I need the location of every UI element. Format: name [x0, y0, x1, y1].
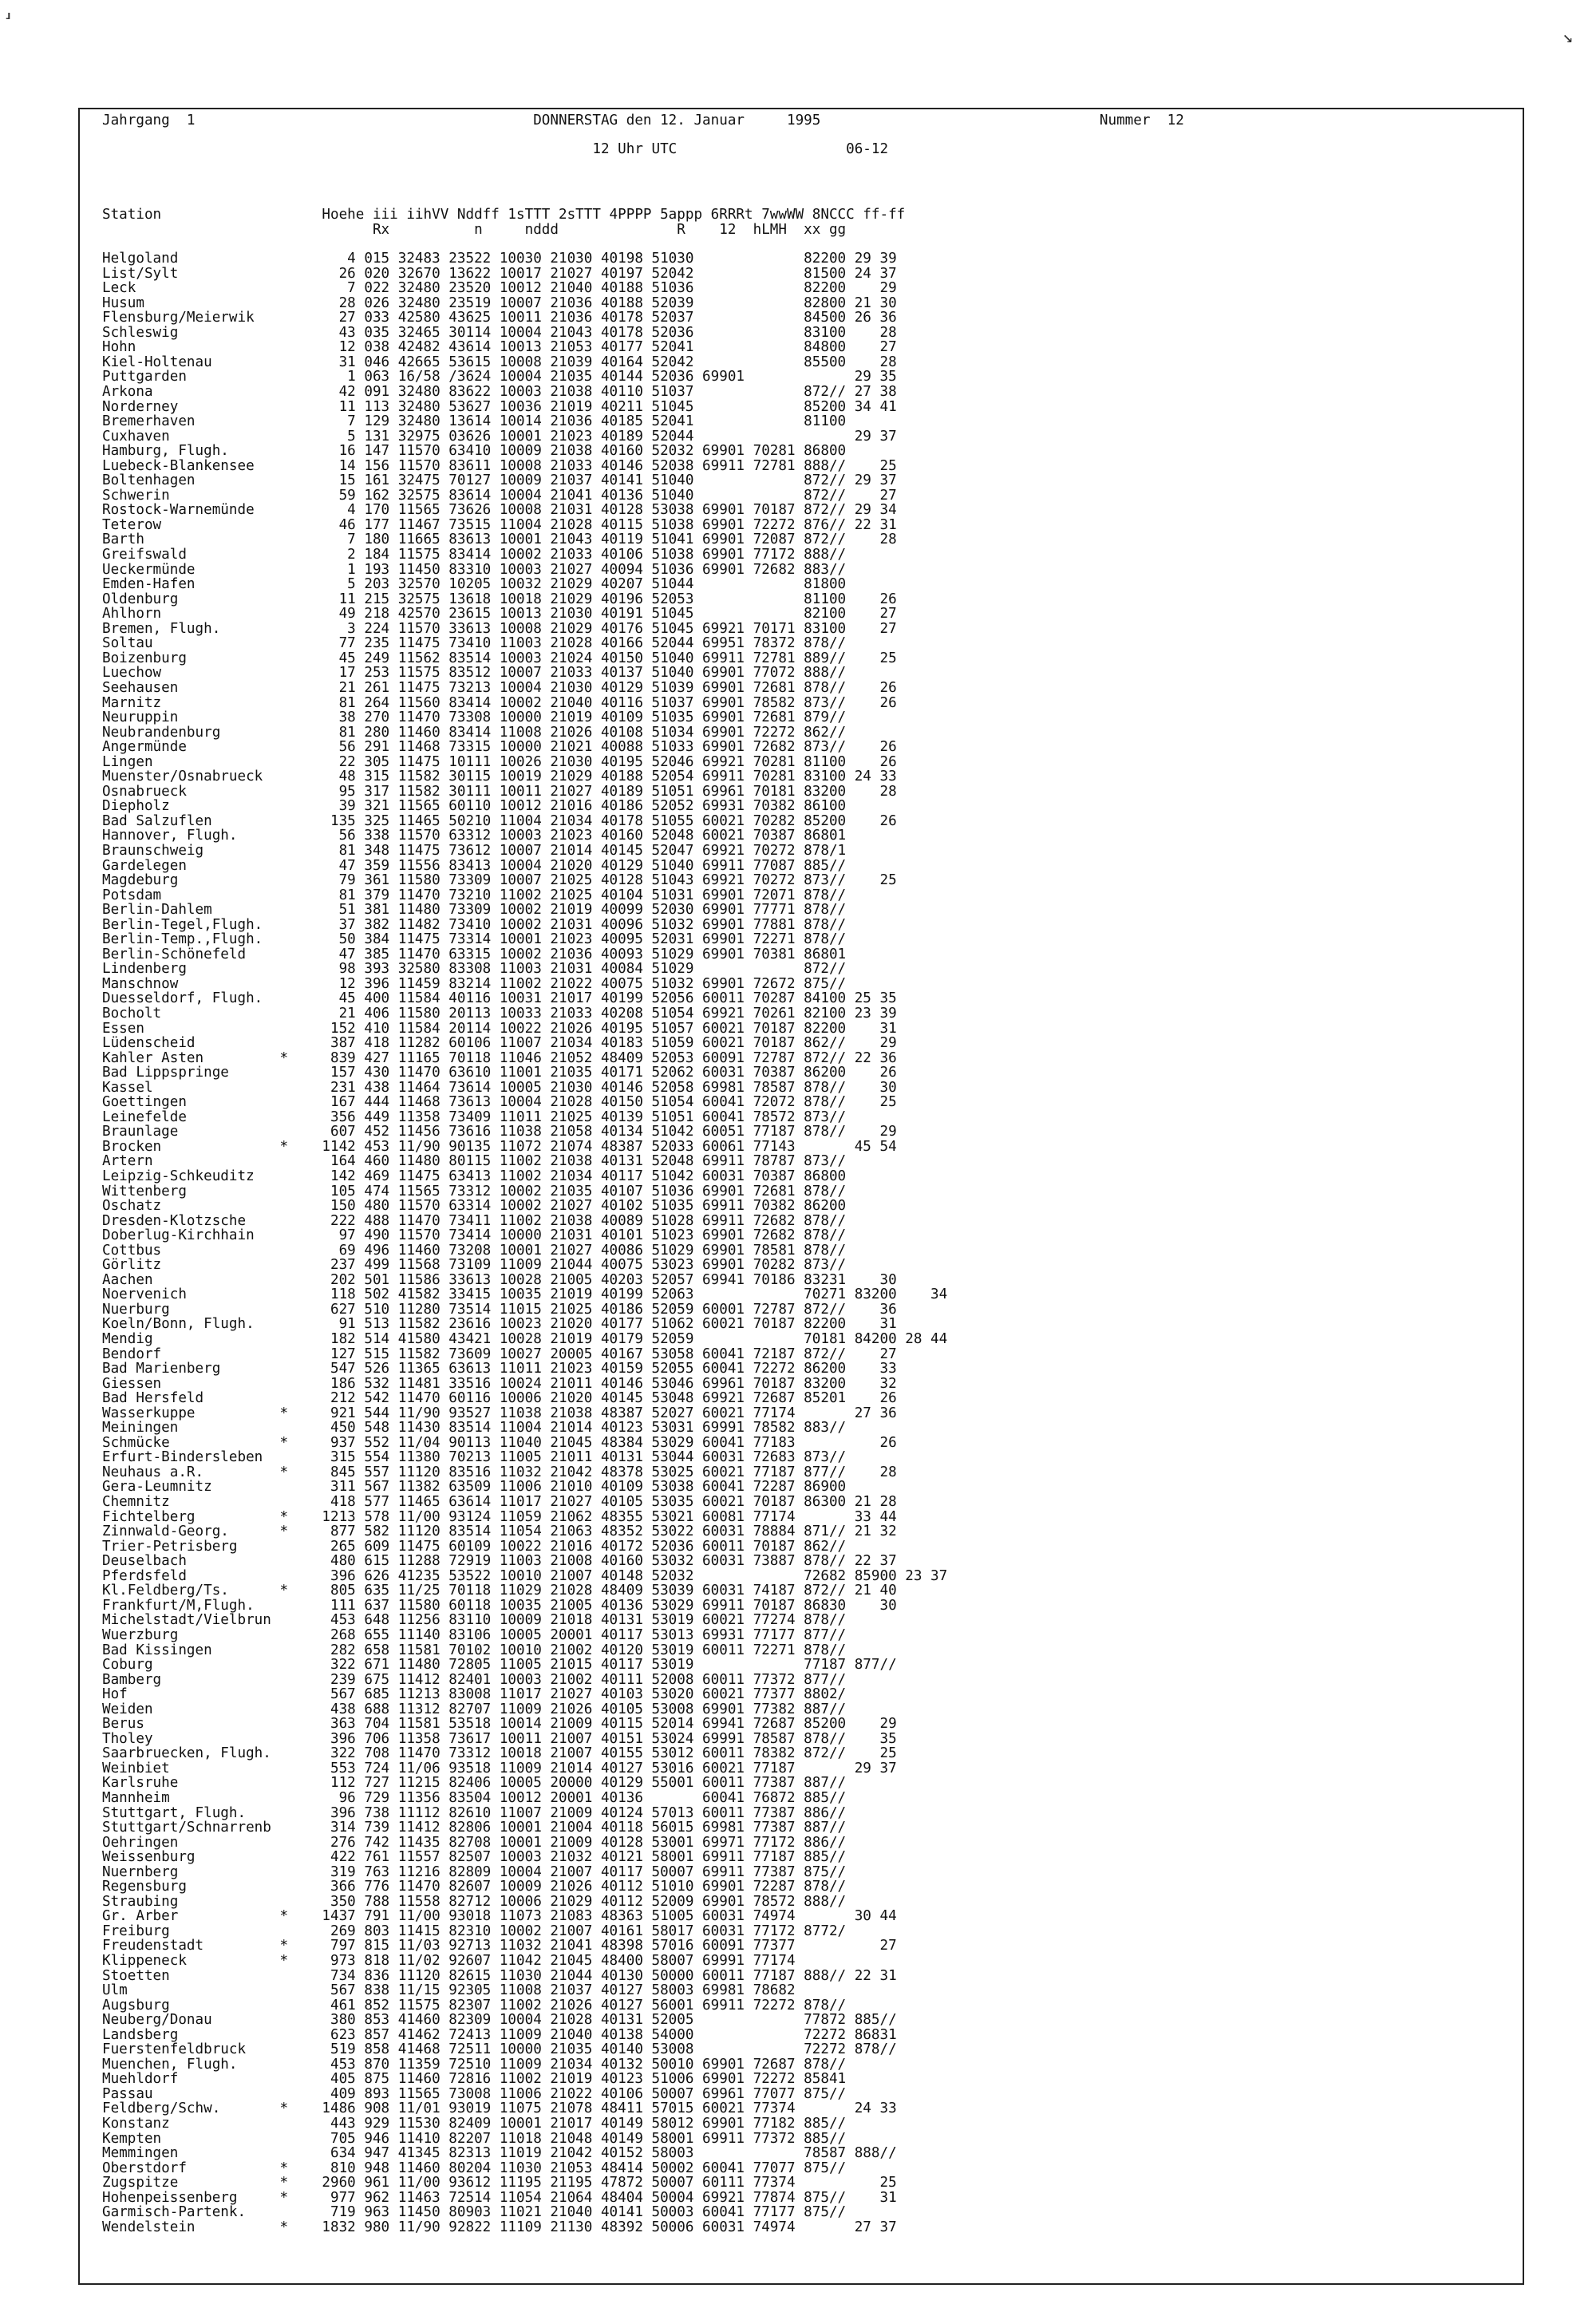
station-row: Feldberg/Schw. * 1486 908 11/01 93019 11075 21078 48411 57015 60021 77374 24 33	[102, 2100, 897, 2117]
station-row: Bendorf 127 515 11582 73609 10027 20005 40167 53058 60041 72187 872// 27	[102, 1346, 897, 1362]
station-row: Diepholz 39 321 11565 60110 10012 21016 40186 52052 69931 70382 86100	[102, 798, 847, 815]
scan-margin-mark: ⸥	[3, 2, 14, 22]
station-row: Nuernberg 319 763 11216 82809 10004 21007 40117 50007 69911 77387 875//	[102, 1863, 847, 1880]
station-row: Landsberg 623 857 41462 72413 11009 21040 40138 54000 72272 86831	[102, 2026, 897, 2043]
station-row: Lüdenscheid 387 418 11282 60106 11007 21034 40183 51059 60021 70187 862// 29	[102, 1035, 897, 1052]
station-row: Wasserkuppe * 921 544 11/90 93527 11038 21038 48387 52027 60021 77174 27 36	[102, 1405, 897, 1421]
station-row: Schwerin 59 162 32575 83614 10004 21041 40136 51040 872// 27	[102, 487, 897, 504]
station-row: Neubrandenburg 81 280 11460 83414 11008 21026 40108 51034 69901 72272 862//	[102, 724, 847, 741]
station-row: Oschatz 150 480 11570 63314 10002 21027 40102 51035 69911 70382 86200	[102, 1198, 847, 1215]
station-row: Greifswald 2 184 11575 83414 10002 21033 40106 51038 69901 77172 888//	[102, 547, 847, 563]
station-row: Helgoland 4 015 32483 23522 10030 21030 40198 51030 82200 29 39	[102, 251, 897, 267]
station-row: Berlin-Tegel,Flugh. 37 382 11482 73410 10002 21031 40096 51032 69901 77881 878//	[102, 916, 847, 933]
column-header-line-1: Station Hoehe iii iihVV Nddff 1sTTT 2sTTT 4PPPP 5appp 6RRRt 7wwWW 8NCCC ff-ff	[102, 207, 906, 223]
observation-time-header: 12 Uhr UTC 06-12	[102, 141, 889, 157]
station-row: Görlitz 237 499 11568 73109 11009 21044 40075 53023 69901 70282 873//	[102, 1257, 847, 1274]
station-row: Osnabrueck 95 317 11582 30111 10011 21027 40189 51051 69961 70181 83200 28	[102, 783, 897, 800]
station-row: Arkona 42 091 32480 83622 10003 21038 40110 51037 872// 27 38	[102, 384, 897, 401]
station-row: Bad Kissingen 282 658 11581 70102 10010 21002 40120 53019 60011 72271 878//	[102, 1642, 847, 1658]
station-table	[102, 251, 1515, 2235]
station-row: Straubing 350 788 11558 82712 10006 21029 40112 52009 69901 78572 888//	[102, 1893, 847, 1910]
station-row: Weinbiet 553 724 11/06 93518 11009 21014 40127 53016 60021 77187 29 37	[102, 1760, 897, 1776]
station-row: Bad Marienberg 547 526 11365 63613 11011 21023 40159 52055 60041 72272 86200 33	[102, 1361, 897, 1377]
station-row: Cuxhaven 5 131 32975 03626 10001 21023 40189 52044 29 37	[102, 428, 897, 445]
station-row: Duesseldorf, Flugh. 45 400 11584 40116 10031 21017 40199 52056 60011 70287 84100 25 35	[102, 990, 897, 1007]
station-row: Berus 363 704 11581 53518 10014 21009 40115 52014 69941 72687 85200 29	[102, 1716, 897, 1733]
station-row: Puttgarden 1 063 16/58 /3624 10004 21035 40144 52036 69901 29 35	[102, 369, 897, 385]
station-row: Stuttgart/Schnarrenb 314 739 11412 82806 10001 21004 40118 56015 69981 77387 887//	[102, 1820, 847, 1836]
station-row: Konstanz 443 929 11530 82409 10001 21017 40149 58012 69901 77182 885//	[102, 2116, 847, 2132]
station-row: Bad Salzuflen 135 325 11465 50210 11004 21034 40178 51055 60021 70282 85200 26	[102, 812, 897, 829]
column-header-line-2: Rx n nddd R 12 hLMH xx gg	[102, 221, 847, 238]
station-row: Weiden 438 688 11312 82707 11009 21026 40105 53008 69901 77382 887//	[102, 1701, 847, 1717]
station-row: Klippeneck * 973 818 11/02 92607 11042 21045 48400 58007 69991 77174	[102, 1952, 796, 1969]
station-row: Gr. Arber * 1437 791 11/00 93018 11073 21083 48363 51005 60031 74974 30 44	[102, 1908, 897, 1925]
station-row: Gardelegen 47 359 11556 83413 10004 21020 40129 51040 69911 77087 885//	[102, 857, 847, 874]
station-row: Muenster/Osnabrueck 48 315 11582 30115 10019 21029 40188 52054 69911 70281 83100 24 33	[102, 769, 897, 785]
station-row: Deuselbach 480 615 11288 72919 11003 21008 40160 53032 60031 73887 878// 22 37	[102, 1553, 897, 1570]
bulletin-page	[102, 112, 1515, 2235]
station-row: Hamburg, Flugh. 16 147 11570 63410 10009 21038 40160 52032 69901 70281 86800	[102, 443, 847, 460]
spacer	[102, 237, 1515, 251]
station-row: Noervenich 118 502 41582 33415 10035 21019 40199 52063 70271 83200 34	[102, 1286, 948, 1303]
station-row: Chemnitz 418 577 11465 63614 11017 21027 40105 53035 60021 70187 86300 21 28	[102, 1494, 897, 1511]
station-row: Oehringen 276 742 11435 82708 10001 21009 40128 53001 69971 77172 886//	[102, 1834, 847, 1851]
station-row: Weissenburg 422 761 11557 82507 10003 21032 40121 58001 69911 77187 885//	[102, 1849, 847, 1866]
station-row: Neuhaus a.R. * 845 557 11120 83516 11032 21042 48378 53025 60021 77187 877// 28	[102, 1464, 897, 1480]
station-row: Gera-Leumnitz 311 567 11382 63509 11006 21010 40109 53038 60041 72287 86900	[102, 1479, 847, 1496]
station-row: Berlin-Schönefeld 47 385 11470 63315 10002 21036 40093 51029 69901 70381 86801	[102, 946, 847, 962]
station-row: Boizenburg 45 249 11562 83514 10003 21024 40150 51040 69911 72781 889// 25	[102, 650, 897, 666]
station-row: Koeln/Bonn, Flugh. 91 513 11582 23616 10023 21020 40177 51062 60021 70187 82200 31	[102, 1316, 897, 1333]
station-row: Angermünde 56 291 11468 73315 10000 21021 40088 51033 69901 72682 873// 26	[102, 739, 897, 756]
station-row: Leinefelde 356 449 11358 73409 11011 21025 40139 51051 60041 78572 873//	[102, 1109, 847, 1125]
station-row: Garmisch-Partenk. 719 963 11450 80903 11021 21040 40141 50003 60041 77177 875//	[102, 2204, 847, 2221]
station-row: Barth 7 180 11665 83613 10001 21043 40119 51041 69901 72087 872// 28	[102, 532, 897, 548]
station-row: Cottbus 69 496 11460 73208 10001 21027 40086 51029 69901 78581 878//	[102, 1242, 847, 1259]
station-row: Bad Lippspringe 157 430 11470 63610 11001 21035 40171 52062 60031 70387 86200 26	[102, 1065, 897, 1081]
station-row: Fichtelberg * 1213 578 11/00 93124 11059 21062 48355 53021 60081 77174 33 44	[102, 1508, 897, 1525]
station-row: Goettingen 167 444 11468 73613 10004 21028 40150 51054 60041 72072 878// 25	[102, 1094, 897, 1111]
station-row: Braunschweig 81 348 11475 73612 10007 21014 40145 52047 69921 70272 878/1	[102, 842, 847, 859]
station-row: Ahlhorn 49 218 42570 23615 10013 21030 40191 51045 82100 27	[102, 606, 897, 622]
station-row: Nuerburg 627 510 11280 73514 11015 21025 40186 52059 60001 72787 872// 36	[102, 1301, 897, 1318]
station-row: Stuttgart, Flugh. 396 738 11112 82610 11007 21009 40124 57013 60011 77387 886//	[102, 1804, 847, 1821]
station-row: Freudenstadt * 797 815 11/03 92713 11032 21041 48398 57016 60091 77377 27	[102, 1938, 897, 1954]
station-row: Flensburg/Meierwik 27 033 42580 43625 10011 21036 40178 52037 84500 26 36	[102, 310, 897, 326]
station-row: Berlin-Dahlem 51 381 11480 73309 10002 21019 40099 52030 69901 77771 878//	[102, 902, 847, 919]
station-row: Mendig 182 514 41580 43421 10028 21019 40179 52059 70181 84200 28 44	[102, 1331, 948, 1348]
station-row: Passau 409 893 11565 73008 11006 21022 40106 50007 69961 77077 875//	[102, 2085, 847, 2102]
station-row: Brocken * 1142 453 11/90 90135 11072 21074 48387 52033 60061 77143 45 54	[102, 1138, 897, 1155]
station-row: Lindenberg 98 393 32580 83308 11003 21031 40084 51029 872//	[102, 961, 847, 978]
station-row: Zugspitze * 2960 961 11/00 93612 11195 21195 47872 50007 60111 77374 25	[102, 2175, 897, 2191]
station-row: Freiburg 269 803 11415 82310 10002 21007 40161 58017 60031 77172 8772/	[102, 1923, 847, 1939]
station-row: Husum 28 026 32480 23519 10007 21036 40188 52039 82800 21 30	[102, 294, 897, 311]
station-row: Neuruppin 38 270 11470 73308 10000 21019 40109 51035 69901 72681 879//	[102, 709, 847, 726]
station-row: Schmücke * 937 552 11/04 90113 11040 21045 48384 53029 60041 77183 26	[102, 1434, 897, 1451]
bulletin-header: Jahrgang 1 DONNERSTAG den 12. Januar 1995 Nummer 12	[102, 113, 1184, 128]
station-row: Bocholt 21 406 11580 20113 10033 21033 40208 51054 69921 70261 82100 23 39	[102, 1005, 897, 1022]
station-row: Giessen 186 532 11481 33516 10024 21011 40146 53046 69961 70187 83200 32	[102, 1375, 897, 1392]
station-row: Dresden-Klotzsche 222 488 11470 73411 11002 21038 40089 51028 69911 72682 878//	[102, 1212, 847, 1229]
station-row: Meiningen 450 548 11430 83514 11004 21014 40123 53031 69991 78582 883//	[102, 1420, 847, 1437]
station-row: Tholey 396 706 11358 73617 10011 21007 40151 53024 69991 78587 878// 35	[102, 1730, 897, 1747]
station-row: Erfurt-Bindersleben 315 554 11380 70213 11005 21011 40131 53044 60031 72683 873//	[102, 1449, 847, 1466]
station-row: Boltenhagen 15 161 32475 70127 10009 21037 40141 51040 872// 29 37	[102, 472, 897, 489]
station-row: Emden-Hafen 5 203 32570 10205 10032 21029 40207 51044 81800	[102, 576, 847, 593]
station-row: Muehldorf 405 875 11460 72816 11002 21019 40123 51006 69901 72272 85841	[102, 2071, 847, 2088]
station-row: Michelstadt/Vielbrun 453 648 11256 83110 10009 21018 40131 53019 60021 77274 878//	[102, 1612, 847, 1629]
station-row: Schleswig 43 035 32465 30114 10004 21043 40178 52036 83100 28	[102, 324, 897, 341]
station-row: Luebeck-Blankensee 14 156 11570 83611 10008 21033 40146 52038 69911 72781 888// 25	[102, 457, 897, 474]
station-row: Braunlage 607 452 11456 73616 11038 21058 40134 51042 60051 77187 878// 29	[102, 1124, 897, 1140]
station-row: Oldenburg 11 215 32575 13618 10018 21029 40196 52053 81100 26	[102, 591, 897, 607]
station-row: Pferdsfeld 396 626 41235 53522 10010 21007 40148 52032 72682 85900 23 37	[102, 1567, 948, 1584]
station-row: Kassel 231 438 11464 73614 10005 21030 40146 52058 69981 78587 878// 30	[102, 1079, 897, 1096]
station-row: Zinnwald-Georg. * 877 582 11120 83514 11054 21063 48352 53022 60031 78884 871// 21 32	[102, 1523, 897, 1540]
station-row: Leck 7 022 32480 23520 10012 21040 40188 51036 82200 29	[102, 280, 897, 297]
station-row: Essen 152 410 11584 20114 10022 21026 40195 51057 60021 70187 82200 31	[102, 1020, 897, 1037]
station-row: Rostock-Warnemünde 4 170 11565 73626 10008 21031 40128 53038 69901 70187 872// 29 34	[102, 502, 897, 519]
scan-corner-mark: ↘	[1562, 27, 1574, 47]
station-row: Hohenpeissenberg * 977 962 11463 72514 11054 21064 48404 50004 69921 77874 875// 31	[102, 2189, 897, 2206]
station-row: Neuberg/Donau 380 853 41460 82309 10004 21028 40131 52005 77872 885//	[102, 2012, 897, 2029]
station-row: Seehausen 21 261 11475 73213 10004 21030 40129 51039 69901 72681 878// 26	[102, 679, 897, 696]
station-row: Coburg 322 671 11480 72805 11005 21015 40117 53019 77187 877//	[102, 1657, 897, 1674]
station-row: Magdeburg 79 361 11580 73309 10007 21025 40128 51043 69921 70272 873// 25	[102, 872, 897, 889]
station-row: Bremen, Flugh. 3 224 11570 33613 10008 21029 40176 51045 69921 70171 83100 27	[102, 620, 897, 637]
station-row: Artern 164 460 11480 80115 11002 21038 40131 52048 69911 78787 873//	[102, 1153, 847, 1170]
station-row: Norderney 11 113 32480 53627 10036 21019 40211 51045 85200 34 41	[102, 398, 897, 415]
station-row: Hohn 12 038 42482 43614 10013 21053 40177 52041 84800 27	[102, 339, 897, 356]
station-row: Memmingen 634 947 41345 82313 11019 21042 40152 58003 78587 888//	[102, 2145, 897, 2162]
station-row: Trier-Petrisberg 265 609 11475 60109 10022 21016 40172 52036 60011 70187 862//	[102, 1538, 847, 1555]
station-row: Aachen 202 501 11586 33613 10028 21005 40203 52057 69941 70186 83231 30	[102, 1271, 897, 1288]
station-row: Stoetten 734 836 11120 82615 11030 21044 40130 50000 60011 77187 888// 22 31	[102, 1967, 897, 1984]
station-row: Kempten 705 946 11410 82207 11018 21048 40149 58001 69911 77372 885//	[102, 2130, 847, 2147]
station-row: Karlsruhe 112 727 11215 82406 10005 20000 40129 55001 60011 77387 887//	[102, 1775, 847, 1792]
station-row: Frankfurt/M,Flugh. 111 637 11580 60118 10035 21005 40136 53029 69911 70187 86830 30	[102, 1597, 897, 1614]
station-row: Marnitz 81 264 11560 83414 10002 21040 40116 51037 69901 78582 873// 26	[102, 694, 897, 711]
station-row: Teterow 46 177 11467 73515 11004 21028 40115 51038 69901 72272 876// 22 31	[102, 516, 897, 533]
station-row: Doberlug-Kirchhain 97 490 11570 73414 10000 21031 40101 51023 69901 72682 878//	[102, 1227, 847, 1244]
station-row: Bamberg 239 675 11412 82401 10003 21002 40111 52008 60011 77372 877//	[102, 1671, 847, 1688]
station-row: Hannover, Flugh. 56 338 11570 63312 10003 21023 40160 52048 60021 70387 86801	[102, 828, 847, 844]
station-row: Wendelstein * 1832 980 11/90 92822 11109 21130 48392 50006 60031 74974 27 37	[102, 2219, 897, 2235]
station-row: Bad Hersfeld 212 542 11470 60116 10006 21020 40145 53048 69921 72687 85201 26	[102, 1390, 897, 1407]
station-row: Berlin-Temp.,Flugh. 50 384 11475 73314 10001 21023 40095 52031 69901 72271 878//	[102, 931, 847, 948]
station-row: Ulm 567 838 11/15 92305 11008 21037 40127 58003 69981 78682	[102, 1982, 796, 1999]
station-row: Wuerzburg 268 655 11140 83106 10005 20001 40117 53013 69931 77177 877//	[102, 1626, 847, 1643]
station-row: Kahler Asten * 839 427 11165 70118 11046 21052 48409 52053 60091 72787 872// 22 36	[102, 1049, 897, 1066]
station-row: Fuerstenfeldbruck 519 858 41468 72511 10000 21035 40140 53008 72272 878//	[102, 2041, 897, 2058]
station-row: Luechow 17 253 11575 83512 10007 21033 40137 51040 69901 77072 888//	[102, 665, 847, 682]
station-row: Soltau 77 235 11475 73410 11003 21028 40166 52044 69951 78372 878//	[102, 635, 847, 652]
station-row: Augsburg 461 852 11575 82307 11002 21026 40127 56001 69911 72272 878//	[102, 1997, 847, 2013]
station-row: Potsdam 81 379 11470 73210 11002 21025 40104 51031 69901 72071 878//	[102, 887, 847, 903]
station-row: Kl.Feldberg/Ts. * 805 635 11/25 70118 11029 21028 48409 53039 60031 74187 872// 21 40	[102, 1583, 897, 1599]
station-row: Regensburg 366 776 11470 82607 10009 21026 40112 51010 69901 72287 878//	[102, 1879, 847, 1895]
station-row: Mannheim 96 729 11356 83504 10012 20001 40136 60041 76872 885//	[102, 1789, 847, 1806]
station-row: List/Sylt 26 020 32670 13622 10017 21027 40197 52042 81500 24 37	[102, 265, 897, 282]
station-row: Kiel-Holtenau 31 046 42665 53615 10008 21039 40164 52042 85500 28	[102, 354, 897, 370]
station-row: Bremerhaven 7 129 32480 13614 10014 21036 40185 52041 81100	[102, 413, 847, 430]
station-row: Saarbruecken, Flugh. 322 708 11470 73312 10018 21007 40155 53012 60011 78382 872// 25	[102, 1745, 897, 1762]
station-row: Manschnow 12 396 11459 83214 11002 21022 40075 51032 69901 72672 875//	[102, 975, 847, 992]
station-row: Hof 567 685 11213 83008 11017 21027 40103 53020 60021 77377 8802/	[102, 1686, 847, 1703]
station-row: Leipzig-Schkeuditz 142 469 11475 63413 11002 21034 40117 51042 60031 70387 86800	[102, 1168, 847, 1184]
station-row: Wittenberg 105 474 11565 73312 10002 21035 40107 51036 69901 72681 878//	[102, 1183, 847, 1199]
station-row: Ueckermünde 1 193 11450 83310 10003 21027 40094 51036 69901 72682 883//	[102, 561, 847, 578]
station-row: Oberstdorf * 810 948 11460 80204 11030 21053 48414 50002 60041 77077 875//	[102, 2160, 847, 2176]
station-row: Muenchen, Flugh. 453 870 11359 72510 11009 21034 40132 50010 69901 72687 878//	[102, 2056, 847, 2073]
station-row: Lingen 22 305 11475 10111 10026 21030 40195 52046 69921 70281 81100 26	[102, 753, 897, 770]
